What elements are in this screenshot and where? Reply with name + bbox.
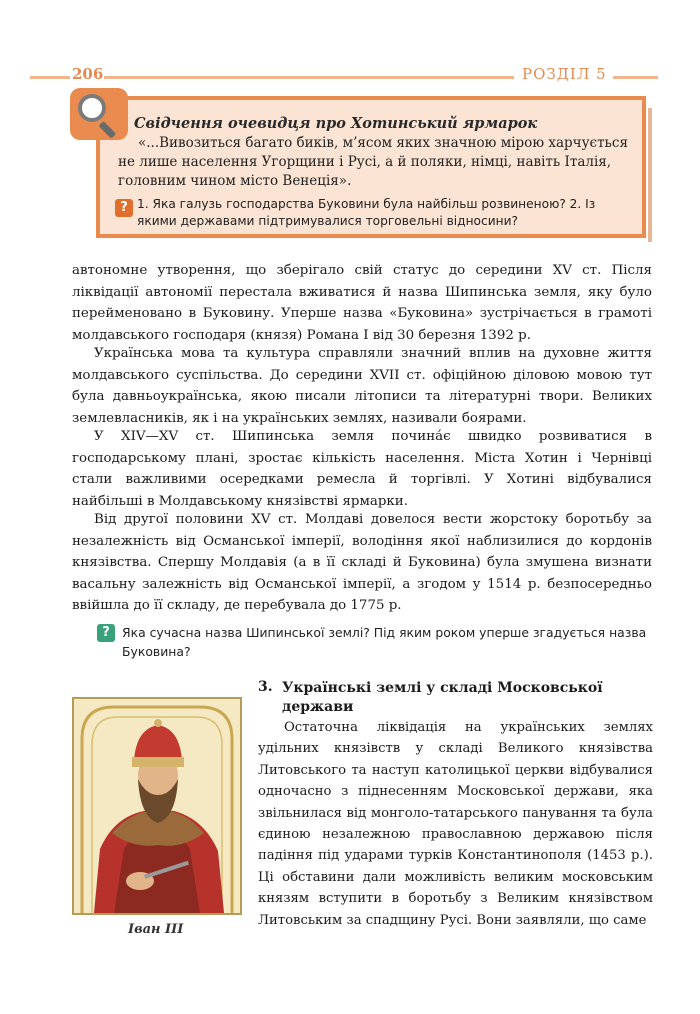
question-icon-green: ? [97,624,115,642]
section-label: РОЗДІЛ 5 [522,65,607,83]
header-rule-left [30,76,70,79]
section-number: 3. [258,679,273,695]
portrait-illustration [74,699,240,913]
section-title: Українські землі у складі Московської держави [282,680,603,715]
paragraph-1: автономне утворення, що зберігало свій статус до середини XV ст. Після ліквідації автономії перестала вживатися й назва Шипинська земля, яку було перейменовано в Буковину. Уперше назва «Буковина» зустрічається в грамоті молдавського господаря (князя) Романа I від 30 березня 1392 р. [72,263,652,343]
witness-question: 1. Яка галузь господарства Буковини була найбільш розвиненою? 2. Із якими державами підтримувалися торговельні відносини? [137,197,596,228]
witness-quote: «...Вивозиться багато биків, м’ясом яких значною мірою харчується не лише населення Угорщини і Русі, а й поляки, німці, навіть Італія, головним чином місто Венеція». [118,135,628,189]
paragraph-2: Українська мова та культура справляли значний вплив на духовне життя молдавського суспільства. До середини XVII ст. офіційною діловою мовою тут була давньоукраїнська, якою писали літописи та літературні твори. Великих землевласників, як і на українських землях, називали боярами. [72,346,652,426]
header-rule-middle [104,76,514,79]
paragraph-3: У XIV—XV ст. Шипинська земля почина́є швидко розвиватися в господарському плані, зростає кількість населення. Міста Хотин і Чернівці стали важливими осередками ремесла й торгівлі. У Хотині відбувалися найбільші в Молдавському князівстві ярмарки. [72,429,652,509]
question-icon: ? [115,199,133,217]
question-text: Яка сучасна назва Шипинської землі? Під яким роком уперше згадується назва Буковина? [122,625,647,659]
witness-box-title: Свідчення очевидця про Хотинський ярмарок [134,115,538,132]
magnifier-lens [78,94,106,122]
header-rule-right [613,76,658,79]
portrait-caption: Іван III [128,922,184,937]
box-shadow [648,108,652,242]
portrait-ivan-iii [72,697,242,915]
page-number: 206 [72,65,104,83]
paragraph-4: Від другої половини XV ст. Молдаві довелося вести жорстоку боротьбу за незалежність від Османської імперії, володіння якої наблизилися до кордонів князівства. Спершу Молдавія (а в її складі й Буковина) була змушена визнати васальну залежність від Османської імперії, а згодом у 1514 р. безпосередньо ввійшла до її складу, де перебувала до 1775 р. [72,512,652,613]
paragraph-5: Остаточна ліквідація на українських землях удільних князівств у складі Великого князівства Литовського та наступ католицької церкви відбувалися одночасно з піднесенням Московської держави, яка звільнилася від монголо-татарського панування та була єдиною незалежною православною державою після падіння під ударами турків Константинополя (1453 р.). Ці обставини дали можливість великим московським князям вступити в боротьбу з Великим князівством Литовським за спадщину Русі. Вони заявляли, що саме [258,720,653,928]
